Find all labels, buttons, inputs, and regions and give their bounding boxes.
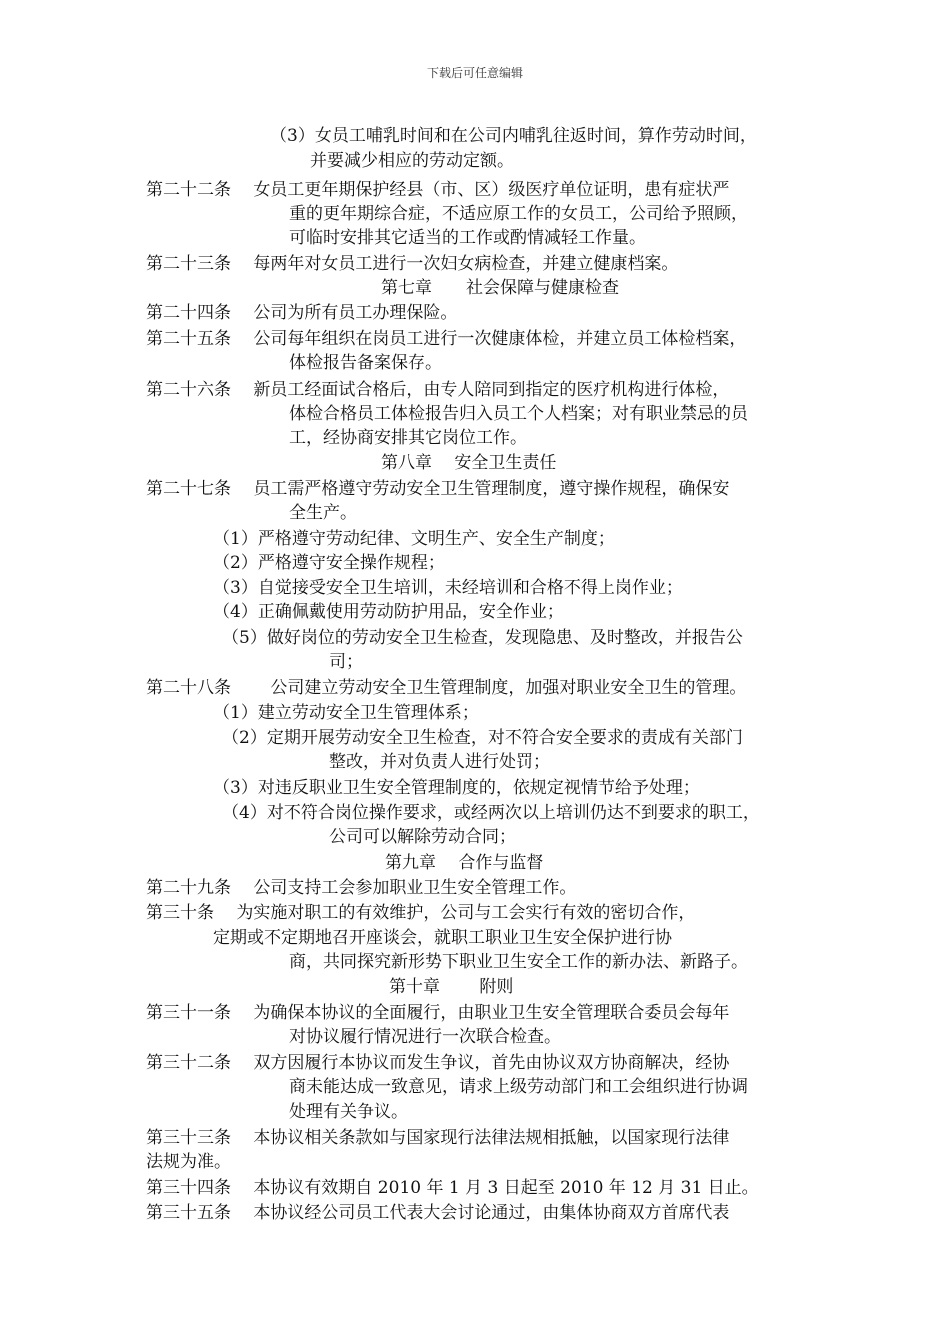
text-line: 第二十八条 公司建立劳动安全卫生管理制度，加强对职业安全卫生的管理。 (146, 678, 747, 698)
text-line: 可临时安排其它适当的工作或酌情减轻工作量。 (289, 228, 646, 248)
text-line: 处理有关争议。 (289, 1102, 408, 1122)
text-line: （3）对违反职业卫生安全管理制度的，依规定视情节给予处理； (213, 778, 700, 798)
text-line: 第三十五条 本协议经公司员工代表大会讨论通过，由集体协商双方首席代表 (146, 1203, 730, 1223)
text-line: 第二十七条 员工需严格遵守劳动安全卫生管理制度，遵守操作规程，确保安 (146, 479, 730, 499)
text-line: （4）对不符合岗位操作要求，或经两次以上培训仍达不到要求的职工， (222, 803, 760, 823)
text-line: （1）建立劳动安全卫生管理体系； (213, 703, 479, 723)
text-line: 整改，并对负责人进行处罚； (329, 752, 550, 772)
text-line: 第二十三条 每两年对女员工进行一次妇女病检查，并建立健康档案。 (146, 254, 679, 274)
text-line: 并要减少相应的劳动定额。 (310, 151, 514, 171)
text-line: 第三十一条 为确保本协议的全面履行，由职业卫生安全管理联合委员会每年 (146, 1003, 730, 1023)
text-line: （5）做好岗位的劳动安全卫生检查，发现隐患、及时整改，并报告公 (222, 628, 743, 648)
text-line: 商未能达成一致意见，请求上级劳动部门和工会组织进行协调 (289, 1077, 748, 1097)
text-line: 体检合格员工体检报告归入员工个人档案；对有职业禁忌的员 (289, 404, 748, 424)
text-line: 定期或不定期地召开座谈会，就职工职业卫生安全保护进行协 (213, 928, 672, 948)
text-line: 法规为准。 (146, 1152, 231, 1172)
text-line: （4）正确佩戴使用劳动防护用品，安全作业； (213, 602, 564, 622)
text-line: 重的更年期综合症，不适应原工作的女员工，公司给予照顾， (289, 204, 748, 224)
text-line: 第三十二条 双方因履行本协议而发生争议，首先由协议双方协商解决，经协 (146, 1053, 730, 1073)
chapter-heading: 第十章 附则 (389, 977, 514, 997)
text-line: 公司可以解除劳动合同； (329, 827, 516, 847)
chapter-heading: 第九章 合作与监督 (385, 853, 544, 873)
text-line: 体检报告备案保存。 (289, 353, 442, 373)
text-line: 第三十三条 本协议相关条款如与国家现行法律法规相抵触，以国家现行法律 (146, 1128, 730, 1148)
text-line: 全生产。 (289, 503, 357, 523)
page-header: 下载后可任意编辑 (426, 66, 523, 80)
text-line: （1）严格遵守劳动纪律、文明生产、安全生产制度； (213, 529, 615, 549)
text-line: 商，共同探究新形势下职业卫生安全工作的新办法、新路子。 (289, 952, 748, 972)
text-line: 第三十四条 本协议有效期自 2010 年 1 月 3 日起至 2010 年 12 月 31 日止。 (146, 1178, 759, 1198)
text-line: 司； (329, 652, 363, 672)
text-line: （2）严格遵守安全操作规程； (213, 553, 445, 573)
text-line: （3）女员工哺乳时间和在公司内哺乳往返时间，算作劳动时间， (270, 126, 757, 146)
text-line: （2）定期开展劳动安全卫生检查，对不符合安全要求的责成有关部门 (222, 728, 743, 748)
text-line: 第二十六条 新员工经面试合格后，由专人陪同到指定的医疗机构进行体检， (146, 380, 730, 400)
text-line: 第二十五条 公司每年组织在岗员工进行一次健康体检，并建立员工体检档案， (146, 329, 747, 349)
text-line: 第二十四条 公司为所有员工办理保险。 (146, 303, 458, 323)
text-line: 第二十九条 公司支持工会参加职业卫生安全管理工作。 (146, 878, 577, 898)
text-line: 工，经协商安排其它岗位工作。 (289, 428, 527, 448)
text-line: 第二十二条 女员工更年期保护经县（市、区）级医疗单位证明，患有症状严 (146, 180, 730, 200)
text-line: 第三十条 为实施对职工的有效维护，公司与工会实行有效的密切合作， (146, 903, 696, 923)
chapter-heading: 第七章 社会保障与健康检查 (381, 278, 619, 298)
text-line: （3）自觉接受安全卫生培训，未经培训和合格不得上岗作业； (213, 578, 683, 598)
chapter-heading: 第八章 安全卫生责任 (381, 453, 557, 473)
text-line: 对协议履行情况进行一次联合检查。 (289, 1027, 561, 1047)
